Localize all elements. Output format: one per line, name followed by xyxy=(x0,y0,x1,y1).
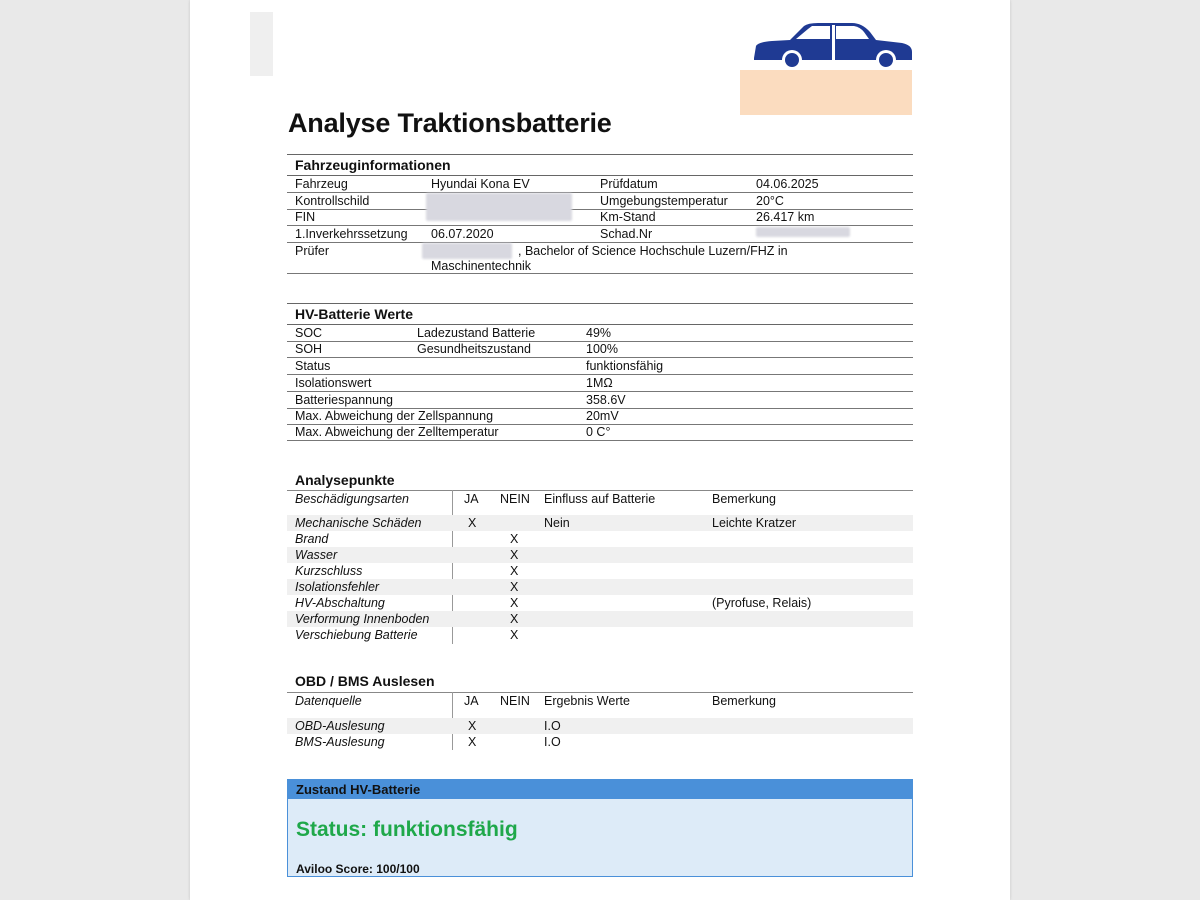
vehicle-label-2: Umgebungstemperatur xyxy=(600,194,728,208)
vehicle-value: Hyundai Kona EV xyxy=(431,177,530,191)
column-header: NEIN xyxy=(500,492,530,506)
condition-panel xyxy=(287,779,913,877)
nein-mark: X xyxy=(510,596,519,610)
vehicle-label: Fahrzeug xyxy=(295,177,348,191)
vehicle-row xyxy=(287,193,913,210)
tester-qualification-2: Maschinentechnik xyxy=(431,259,532,273)
battery-label: Isolationswert xyxy=(295,376,372,390)
result-value: I.O xyxy=(544,719,561,733)
battery-row xyxy=(287,325,913,342)
battery-value: 100% xyxy=(586,342,618,356)
battery-value: 20mV xyxy=(586,409,619,423)
ja-mark: X xyxy=(468,719,477,733)
column-header: Einfluss auf Batterie xyxy=(544,492,656,506)
nein-mark: X xyxy=(510,580,519,594)
page-margin-block xyxy=(250,12,273,76)
column-header: Beschädigungsarten xyxy=(295,492,409,506)
battery-values-heading: HV-Batterie Werte xyxy=(295,306,414,322)
table-row xyxy=(287,595,913,611)
data-source: OBD-Auslesung xyxy=(295,719,385,733)
remark-value: Leichte Kratzer xyxy=(712,516,797,530)
battery-description: Ladezustand Batterie xyxy=(417,326,536,340)
battery-value: 358.6V xyxy=(586,393,626,407)
vehicle-value-2: 26.417 km xyxy=(756,210,815,224)
vehicle-label: Kontrollschild xyxy=(295,194,370,208)
car-logo-icon xyxy=(752,20,914,72)
battery-row xyxy=(287,375,913,392)
section-rule xyxy=(287,303,913,304)
column-header: JA xyxy=(464,694,479,708)
table-row xyxy=(287,627,913,643)
condition-status: Status: funktionsfähig xyxy=(296,818,518,841)
battery-description: Gesundheitszustand xyxy=(417,342,531,356)
condition-header xyxy=(288,780,912,799)
battery-row xyxy=(287,358,913,375)
nein-mark: X xyxy=(510,564,519,578)
table-row xyxy=(287,547,913,563)
vehicle-value-2: 20°C xyxy=(756,194,784,208)
vehicle-row xyxy=(287,176,913,193)
battery-value: 49% xyxy=(586,326,612,340)
vehicle-label-2: Schad.Nr xyxy=(600,227,653,241)
damage-type: HV-Abschaltung xyxy=(295,596,385,610)
vehicle-value: 06.07.2020 xyxy=(431,227,494,241)
battery-label: Status xyxy=(295,359,331,373)
column-header: Ergebnis Werte xyxy=(544,694,630,708)
damage-type: Isolationsfehler xyxy=(295,580,380,594)
damage-type: Brand xyxy=(295,532,329,546)
damage-type: Verformung Innenboden xyxy=(295,612,430,626)
damage-type: Kurzschluss xyxy=(295,564,363,578)
damage-type: Verschiebung Batterie xyxy=(295,628,418,642)
vehicle-label: 1.Inverkehrssetzung xyxy=(295,227,408,241)
nein-mark: X xyxy=(510,548,519,562)
redacted-plate-fin xyxy=(426,193,572,221)
table-row xyxy=(287,515,913,531)
table-row xyxy=(287,531,913,547)
tester-qualification: , Bachelor of Science Hochschule Luzern/FHZ in xyxy=(518,244,788,258)
battery-value: 0 C° xyxy=(586,425,611,439)
redacted-claim-number xyxy=(756,227,850,237)
page-title: Analyse Traktionsbatterie xyxy=(288,108,612,138)
data-source: BMS-Auslesung xyxy=(295,735,385,749)
nein-mark: X xyxy=(510,612,519,626)
damage-type: Mechanische Schäden xyxy=(295,516,422,530)
vehicle-info-heading: Fahrzeuginformationen xyxy=(295,157,451,173)
condition-heading: Zustand HV-Batterie xyxy=(296,782,421,797)
column-header: JA xyxy=(464,492,479,506)
column-header: Bemerkung xyxy=(712,694,776,708)
tester-row xyxy=(287,243,913,274)
damage-type: Wasser xyxy=(295,548,338,562)
analysis-heading: Analysepunkte xyxy=(295,472,395,488)
redacted-tester-name xyxy=(422,243,512,259)
battery-label: Batteriespannung xyxy=(295,393,393,407)
column-header: NEIN xyxy=(500,694,530,708)
battery-label: SOC xyxy=(295,326,323,340)
nein-mark: X xyxy=(510,532,519,546)
battery-value: 1MΩ xyxy=(586,376,613,390)
ja-mark: X xyxy=(468,735,477,749)
nein-mark: X xyxy=(510,628,519,642)
column-header: Bemerkung xyxy=(712,492,776,506)
battery-label: SOH xyxy=(295,342,323,356)
battery-label: Max. Abweichung der Zelltemperatur xyxy=(295,425,499,439)
ja-mark: X xyxy=(468,516,477,530)
table-row xyxy=(287,734,913,750)
battery-row xyxy=(287,424,913,441)
vehicle-label-2: Prüfdatum xyxy=(600,177,658,191)
redacted-logo-area xyxy=(740,70,912,115)
vehicle-label: FIN xyxy=(295,210,316,224)
obd-header-row xyxy=(287,692,913,709)
section-rule xyxy=(287,154,913,155)
vehicle-label-2: Km-Stand xyxy=(600,210,656,224)
table-row xyxy=(287,718,913,734)
table-row xyxy=(287,563,913,579)
vehicle-value-2: 04.06.2025 xyxy=(756,177,819,191)
impact-value: Nein xyxy=(544,516,570,530)
battery-value: funktionsfähig xyxy=(586,359,664,373)
battery-row xyxy=(287,408,913,425)
remark-value: (Pyrofuse, Relais) xyxy=(712,596,812,610)
battery-label: Max. Abweichung der Zellspannung xyxy=(295,409,494,423)
vehicle-row xyxy=(287,209,913,226)
result-value: I.O xyxy=(544,735,561,749)
obd-heading: OBD / BMS Auslesen xyxy=(295,673,435,689)
tester-label: Prüfer xyxy=(295,244,330,258)
battery-row xyxy=(287,392,913,409)
table-row xyxy=(287,611,913,627)
battery-row xyxy=(287,341,913,358)
aviloo-score: Aviloo Score: 100/100 xyxy=(296,862,420,876)
analysis-header-row xyxy=(287,490,913,507)
column-header: Datenquelle xyxy=(295,694,362,708)
table-row xyxy=(287,579,913,595)
